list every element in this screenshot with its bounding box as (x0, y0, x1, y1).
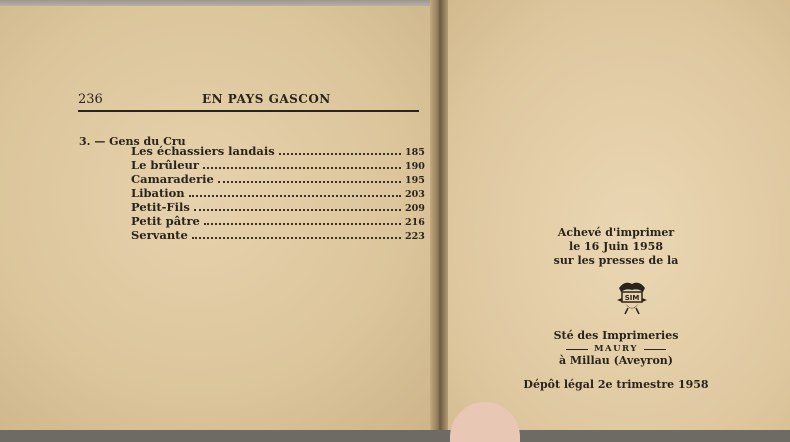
running-title: EN PAYS GASCON (202, 92, 331, 106)
page-header (78, 92, 418, 110)
toc-entry (131, 144, 425, 158)
toc-entry-page: 190 (405, 161, 425, 172)
toc-entry-label: Les échassiers landais (131, 144, 275, 158)
toc-entry-label: Le brûleur (131, 158, 199, 172)
dash (566, 349, 588, 350)
colophon-line: sur les presses de la (553, 254, 679, 267)
toc-entry (131, 214, 425, 228)
toc-entry-page: 209 (405, 203, 425, 214)
dot-leader (279, 152, 401, 155)
dot-leader (189, 194, 401, 197)
toc-entry-page: 216 (405, 217, 425, 228)
toc-entry-page: 223 (405, 231, 425, 242)
toc-entry-label: Libation (131, 186, 185, 200)
printer-line: Sté des Imprimeries (553, 329, 679, 342)
toc-entry (131, 172, 425, 186)
colophon-line: le 16 Juin 1958 (569, 240, 663, 253)
dash (644, 349, 666, 350)
toc-entry (131, 228, 425, 242)
printer-city: à Millau (Aveyron) (558, 354, 674, 367)
toc-entry-label: Camaraderie (131, 172, 214, 186)
toc-entry-label: Petit pâtre (131, 214, 200, 228)
dot-leader (192, 236, 401, 239)
legal-deposit-text: Dépôt légal 2e trimestre 1958 (523, 378, 709, 391)
printer-logo-icon (613, 278, 651, 316)
dot-leader (203, 166, 401, 169)
section-title: 3. — Gens du Cru (79, 135, 186, 148)
dot-leader (204, 222, 401, 225)
printer-name: MAURY (594, 344, 638, 354)
toc-entry (131, 158, 425, 172)
toc-entry-page: 195 (405, 175, 425, 186)
toc-entry (131, 200, 425, 214)
dot-leader (194, 208, 401, 211)
page-number: 236 (78, 92, 103, 107)
toc-entry-page: 185 (405, 147, 425, 158)
dot-leader (218, 180, 401, 183)
logo-text: SIM (624, 294, 640, 302)
toc-entry-page: 203 (405, 189, 425, 200)
toc-entry-label: Petit-Fils (131, 200, 190, 214)
toc-entry-label: Servante (131, 228, 188, 242)
toc-entry (131, 186, 425, 200)
table-of-contents (131, 144, 425, 242)
colophon-line: Achevé d'imprimer (557, 226, 675, 239)
header-rule (78, 110, 419, 112)
